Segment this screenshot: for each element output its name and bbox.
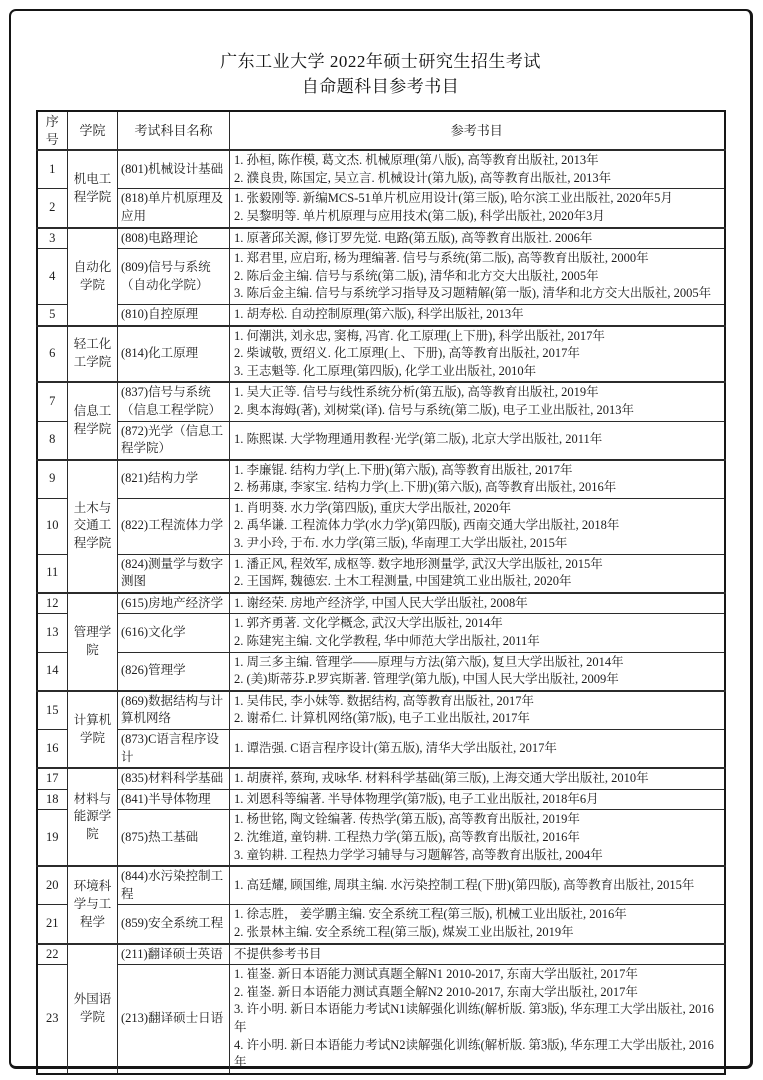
book-item: 2. 吴黎明等. 单片机原理与应用技术(第二版), 科学出版社, 2020年3月 (234, 208, 605, 223)
books-cell (230, 810, 725, 866)
book-item: 1. 徐志胜， 姜学鹏主编. 安全系统工程(第三版), 机械工业出版社, 2016年 (234, 907, 627, 922)
book-item: 3. 王志魁等. 化工原理(第四版), 化学工业出版社, 2010年 (234, 363, 537, 378)
header-row-number: 序号 (37, 111, 68, 150)
document-title-line1: 广东工业大学 2022年硕士研究生招生考试 (220, 52, 541, 71)
subject-cell: (211)翻译硕士英语 (118, 944, 230, 965)
table-row (37, 249, 725, 305)
college-cell: 材料与能源学院 (68, 768, 118, 866)
table-row (37, 810, 725, 866)
book-item: 1. 高廷耀, 顾国维, 周琪主编. 水污染控制工程(下册)(第四版), 高等教育出版社, 2015年 (234, 877, 695, 892)
books-cell (230, 866, 725, 905)
college-cell: 轻工化工学院 (68, 326, 118, 383)
book-item: 不提供参考书目 (234, 946, 322, 961)
subject-cell: (821)结构力学 (118, 460, 230, 499)
table-row (37, 304, 725, 325)
book-item: 1. 张毅刚等. 新编MCS-51单片机应用设计(第三版), 哈尔滨工业出版社, 2020年5月 (234, 191, 673, 206)
table-row (37, 554, 725, 593)
books-cell (230, 768, 725, 789)
table-row (37, 789, 725, 810)
table-row (37, 691, 725, 730)
book-item: 1. 谭浩强. C语言程序设计(第五版), 清华大学出版社, 2017年 (234, 740, 557, 755)
subject-cell: (841)半导体物理 (118, 789, 230, 810)
row-number-cell: 4 (37, 249, 68, 305)
books-cell (230, 228, 725, 249)
table-row (37, 944, 725, 965)
row-number-cell: 10 (37, 498, 68, 554)
books-cell (230, 304, 725, 325)
book-item: 3. 童钧耕. 工程热力学学习辅导与习题解答, 高等教育出版社, 2004年 (234, 847, 603, 862)
subject-cell: (822)工程流体力学 (118, 498, 230, 554)
table-row (37, 905, 725, 944)
header-college: 学院 (68, 111, 118, 150)
books-cell (230, 730, 725, 769)
row-number-cell: 16 (37, 730, 68, 769)
college-cell: 土木与交通工程学院 (68, 460, 118, 593)
books-cell (230, 905, 725, 944)
header-books: 参考书目 (230, 111, 725, 150)
books-cell (230, 593, 725, 614)
book-item: 1. 郭齐勇著. 文化学概念, 武汉大学出版社, 2014年 (234, 616, 503, 631)
row-number-cell: 2 (37, 189, 68, 228)
book-item: 1. 李廉锟. 结构力学(上.下册)(第六版), 高等教育出版社, 2017年 (234, 462, 573, 477)
row-number-cell: 21 (37, 905, 68, 944)
subject-cell: (837)信号与系统（信息工程学院） (118, 382, 230, 421)
book-item: 1. 潘正风, 程效军, 成枢等. 数字地形测量学, 武汉大学出版社, 2015年 (234, 556, 603, 571)
books-cell (230, 498, 725, 554)
row-number-cell: 18 (37, 789, 68, 810)
book-item: 2. 奥本海姆(著), 刘树棠(译). 信号与系统(第二版), 电子工业出版社, 2013年 (234, 402, 634, 417)
subject-cell: (801)机械设计基础 (118, 150, 230, 189)
books-cell (230, 421, 725, 460)
subject-cell: (808)电路理论 (118, 228, 230, 249)
book-item: 2. 王国辉, 魏德宏. 土木工程测量, 中国建筑工业出版社, 2020年 (234, 574, 572, 589)
book-item: 2. 谢希仁. 计算机网络(第7版), 电子工业出版社, 2017年 (234, 711, 530, 726)
book-item: 1. 何潮洪, 刘永忠, 窦梅, 冯宵. 化工原理(上下册), 科学出版社, 2017年 (234, 328, 605, 343)
row-number-cell: 3 (37, 228, 68, 249)
book-item: 1. 周三多主编. 管理学——原理与方法(第六版), 复旦大学出版社, 2014年 (234, 654, 624, 669)
book-item: 3. 陈后金主编. 信号与系统学习指导及习题精解(第一版), 清华和北方交大出版社, 2005年 (234, 286, 712, 301)
subject-cell: (814)化工原理 (118, 326, 230, 383)
table-row (37, 614, 725, 652)
book-item: 1. 陈熙谋. 大学物理通用教程·光学(第二版), 北京大学出版社, 2011年 (234, 432, 603, 447)
books-cell (230, 789, 725, 810)
book-item: 1. 崔崟. 新日本语能力测试真题全解N1 2010-2017, 东南大学出版社, 2017年 (234, 967, 638, 982)
book-item: 1. 吴大正等. 信号与线性系统分析(第五版), 高等教育出版社, 2019年 (234, 385, 599, 400)
row-number-cell: 8 (37, 421, 68, 460)
books-cell (230, 460, 725, 499)
book-item: 2. 陈建宪主编. 文化学教程, 华中师范大学出版社, 2011年 (234, 634, 540, 649)
subject-cell: (844)水污染控制工程 (118, 866, 230, 905)
book-item: 2. 濮良贵, 陈国定, 吴立言. 机械设计(第九版), 高等教育出版社, 2013年 (234, 170, 612, 185)
college-cell: 信息工程学院 (68, 382, 118, 459)
row-number-cell: 19 (37, 810, 68, 866)
reference-book-table (36, 110, 726, 1075)
book-item: 1. 郑君里, 应启珩, 杨为理编著. 信号与系统(第二版), 高等教育出版社, 2000年 (234, 251, 649, 266)
table-row (37, 866, 725, 905)
book-item: 4. 许小明. 新日本语能力考试N2读解强化训练(解析版. 第3版), 华东理工大学出版社, 2016年 (234, 1037, 714, 1070)
book-item: 3. 许小明. 新日本语能力考试N1读解强化训练(解析版. 第3版), 华东理工大学出版社, 2016年 (234, 1002, 714, 1034)
subject-cell: (615)房地产经济学 (118, 593, 230, 614)
college-cell: 机电工程学院 (68, 150, 118, 227)
books-cell (230, 189, 725, 228)
row-number-cell: 7 (37, 382, 68, 421)
subject-cell: (859)安全系统工程 (118, 905, 230, 944)
book-item: 3. 尹小玲, 于布. 水力学(第三版), 华南理工大学出版社, 2015年 (234, 536, 568, 551)
books-cell (230, 249, 725, 305)
row-number-cell: 12 (37, 593, 68, 614)
row-number-cell: 6 (37, 326, 68, 383)
book-item: 2. 禹华谦. 工程流体力学(水力学)(第四版), 西南交通大学出版社, 2018年 (234, 518, 620, 533)
books-cell (230, 965, 725, 1074)
subject-cell: (213)翻译硕士日语 (118, 965, 230, 1074)
book-item: 2. 沈维道, 童钧耕. 工程热力学(第五版), 高等教育出版社, 2016年 (234, 829, 580, 844)
subject-cell: (616)文化学 (118, 614, 230, 652)
subject-cell: (872)光学（信息工程学院） (118, 421, 230, 460)
college-cell: 环境科学与工程学 (68, 866, 118, 943)
subject-cell: (809)信号与系统（自动化学院） (118, 249, 230, 305)
table-row (37, 150, 725, 189)
table-row (37, 421, 725, 460)
table-row (37, 326, 725, 383)
row-number-cell: 5 (37, 304, 68, 325)
row-number-cell: 11 (37, 554, 68, 593)
book-item: 1. 刘恩科等编著. 半导体物理学(第7版), 电子工业出版社, 2018年6月 (234, 791, 599, 806)
books-cell (230, 652, 725, 691)
book-item: 1. 肖明葵. 水力学(第四版), 重庆大学出版社, 2020年 (234, 500, 512, 515)
subject-cell: (873)C语言程序设计 (118, 730, 230, 769)
reference-table-body (37, 150, 725, 1074)
book-item: 1. 胡寿松. 自动控制原理(第六版), 科学出版社, 2013年 (234, 306, 524, 321)
row-number-cell: 20 (37, 866, 68, 905)
book-item: 1. 吴伟民, 李小妹等. 数据结构, 高等教育出版社, 2017年 (234, 693, 535, 708)
row-number-cell: 23 (37, 965, 68, 1074)
college-cell: 自动化学院 (68, 228, 118, 326)
row-number-cell: 13 (37, 614, 68, 652)
table-header-row (37, 111, 725, 150)
books-cell (230, 944, 725, 965)
book-item: 2. 崔崟. 新日本语能力测试真题全解N2 2010-2017, 东南大学出版社, 2017年 (234, 984, 638, 999)
header-subject: 考试科目名称 (118, 111, 230, 150)
subject-cell: (824)测量学与数字测图 (118, 554, 230, 593)
table-row (37, 228, 725, 249)
row-number-cell: 15 (37, 691, 68, 730)
subject-cell: (869)数据结构与计算机网络 (118, 691, 230, 730)
subject-cell: (818)单片机原理及应用 (118, 189, 230, 228)
subject-cell: (826)管理学 (118, 652, 230, 691)
row-number-cell: 9 (37, 460, 68, 499)
table-row (37, 498, 725, 554)
books-cell (230, 150, 725, 189)
books-cell (230, 691, 725, 730)
table-row (37, 965, 725, 1074)
books-cell (230, 382, 725, 421)
page-border (9, 9, 753, 1069)
table-row (37, 189, 725, 228)
table-row (37, 593, 725, 614)
table-row (37, 768, 725, 789)
book-item: 1. 杨世铭, 陶文铨编著. 传热学(第五版), 高等教育出版社, 2019年 (234, 812, 580, 827)
college-cell: 计算机学院 (68, 691, 118, 768)
subject-cell: (810)自控原理 (118, 304, 230, 325)
college-cell: 外国语学院 (68, 944, 118, 1074)
books-cell (230, 326, 725, 383)
table-row (37, 382, 725, 421)
college-cell: 管理学院 (68, 593, 118, 691)
document-title-line2: 自命题科目参考书目 (301, 77, 460, 96)
table-row (37, 460, 725, 499)
book-item: 2. (美)斯蒂芬.P.罗宾斯著. 管理学(第九版), 中国人民大学出版社, 2009年 (234, 672, 619, 687)
book-item: 1. 谢经荣. 房地产经济学, 中国人民大学出版社, 2008年 (234, 595, 528, 610)
book-item: 1. 原著邱关源, 修订罗先觉. 电路(第五版), 高等教育出版社. 2006年 (234, 230, 593, 245)
row-number-cell: 1 (37, 150, 68, 189)
subject-cell: (835)材料科学基础 (118, 768, 230, 789)
books-cell (230, 554, 725, 593)
book-item: 2. 张景林主编. 安全系统工程(第三版), 煤炭工业出版社, 2019年 (234, 924, 574, 939)
book-item: 2. 陈后金主编. 信号与系统(第二版), 清华和北方交大出版社, 2005年 (234, 268, 599, 283)
book-item: 1. 胡赓祥, 蔡珣, 戎咏华. 材料科学基础(第三版), 上海交通大学出版社, 2010年 (234, 771, 649, 786)
row-number-cell: 22 (37, 944, 68, 965)
row-number-cell: 17 (37, 768, 68, 789)
subject-cell: (875)热工基础 (118, 810, 230, 866)
document-title (11, 49, 750, 99)
book-item: 1. 孙桓, 陈作模, 葛文杰. 机械原理(第八版), 高等教育出版社, 2013年 (234, 153, 599, 168)
book-item: 2. 柴诚敬, 贾绍义. 化工原理(上、下册), 高等教育出版社, 2017年 (234, 346, 580, 361)
table-row (37, 652, 725, 691)
books-cell (230, 614, 725, 652)
book-item: 2. 杨茀康, 李家宝. 结构力学(上.下册)(第六版), 高等教育出版社, 2016年 (234, 480, 617, 495)
table-row (37, 730, 725, 769)
row-number-cell: 14 (37, 652, 68, 691)
